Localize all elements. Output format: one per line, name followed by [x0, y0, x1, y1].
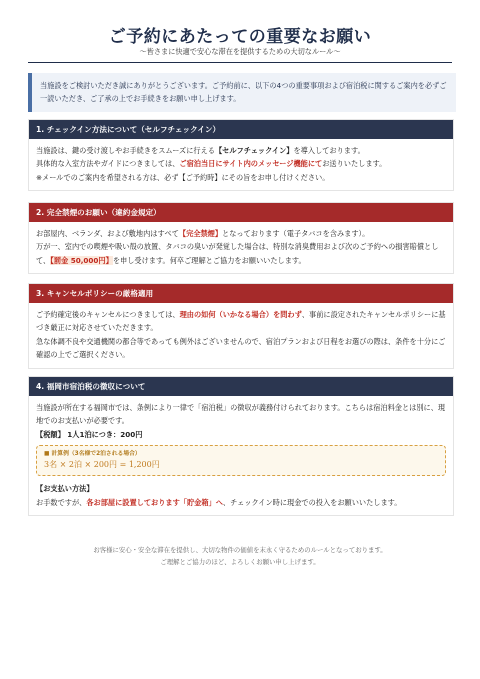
cancel-highlight: 理由の如何（いかなる場合）を問わず	[179, 310, 302, 319]
message-highlight: ご宿泊当日にサイト内のメッセージ機能にて	[179, 159, 323, 169]
page-subtitle: 〜皆さまに快適で安心な滞在を提供するための大切なルール〜	[139, 47, 341, 56]
cancel-text: 、事前に設定されたキャンセルポリシーに基づき厳正に対応させていただきます。	[36, 310, 446, 333]
intro-box	[28, 73, 456, 112]
section-tax-body	[29, 396, 453, 515]
savings-box-highlight: 各お部屋に設置しております「貯金箱」へ	[86, 497, 223, 507]
footer-line-2: ご理解とご協力のほど、よろしくお願い申し上げます。	[160, 558, 320, 566]
checkin-text: お送りいたします。	[322, 159, 387, 169]
checkin-paragraph-1	[36, 144, 446, 157]
tax-calculation-box	[36, 445, 446, 476]
payment-heading: 【お支払い方法】	[36, 484, 94, 494]
payment-text: お手数ですが、	[36, 497, 87, 507]
section-checkin-body	[29, 139, 453, 190]
section-tax-heading: 4. 福岡市宿泊税の徴収について	[29, 377, 453, 396]
smoking-paragraph-1	[36, 227, 446, 240]
section-checkin-heading: 1. チェックイン方法について（セルフチェックイン）	[29, 120, 453, 139]
payment-paragraph	[36, 496, 446, 509]
section-cancel-body	[29, 303, 453, 368]
section-cancel-heading: 3. キャンセルポリシーの厳格適用	[29, 284, 453, 303]
cancel-text: ご予約確定後のキャンセルにつきましては、	[36, 310, 180, 319]
checkin-text: を導入しております。	[293, 146, 365, 155]
page-footer	[0, 544, 480, 568]
self-checkin-emphasis: 【セルフチェックイン】	[214, 146, 294, 155]
cancel-paragraph-1	[36, 308, 446, 335]
footer-line-1: お客様に安心・安全な滞在を提供し、大切な物件の価値を末永く守るためのルールとなっております。	[93, 546, 387, 554]
smoking-text: を申し受けます。何卒ご理解とご協力をお願いいたします。	[112, 255, 306, 265]
intro-text: 当施設をご検討いただき誠にありがとうございます。ご予約前に、以下の4つの重要事項および宿泊税に関するご案内を必ずご一読いただき、ご了承の上でお手続きをお願い申し上げます。	[40, 81, 447, 103]
section-smoking	[28, 202, 454, 274]
calc-example-value: 3名 × 2泊 × 200円 = 1,200円	[44, 460, 160, 470]
smoking-text: お部屋内、ベランダ、および敷地内はすべて	[36, 229, 179, 238]
section-smoking-body	[29, 222, 453, 273]
section-cancel	[28, 283, 454, 369]
payment-text: 、チェックイン時に現金での投入をお願いいたします。	[222, 497, 402, 507]
tax-rate: 【税額】 1人1泊につき：200円	[36, 429, 143, 439]
section-checkin	[28, 119, 454, 191]
title-divider	[28, 62, 452, 63]
checkin-paragraph-3: ※メールでのご案内を希望される方は、必ず【ご予約時】にその旨をお申し付けください。	[36, 172, 330, 182]
checkin-paragraph-2	[36, 157, 446, 170]
checkin-text: 具体的な入室方法やガイドにつきましては、	[36, 159, 180, 169]
section-smoking-heading: 2. 完全禁煙のお願い（違約金規定）	[29, 203, 453, 222]
no-smoking-emphasis: 【完全禁煙】	[178, 229, 223, 238]
penalty-highlight: 【罰金 50,000円】	[50, 255, 113, 265]
smoking-text: 万が一、室内での喫煙や吸い殻の放置、タバコの臭いが発覚した場合は、特別な消臭費用および次のご予約への損害賠償として、	[36, 242, 439, 265]
section-tax	[28, 376, 454, 516]
checkin-text: 当施設は、鍵の受け渡しやお手続きをスムーズに行える	[36, 146, 215, 155]
smoking-paragraph-2	[36, 240, 446, 267]
smoking-text: となっております（電子タバコを含みます）。	[222, 229, 370, 238]
tax-paragraph-1: 当施設が所在する福岡市では、条例により一律で「宿泊税」の徴収が義務付けられております。こちらは宿泊料金とは別に、現地でのお支払いが必要です。	[36, 403, 446, 426]
calc-example-label: ■ 計算例（3名様で2泊される場合）	[44, 451, 141, 458]
page-title: ご予約にあたっての重要なお願い	[108, 27, 372, 47]
cancel-paragraph-2: 急な体調不良や交通機関の都合等であっても例外はございませんので、宿泊プランおよび日程をお選びの際は、条件を十分にご確認の上でご選択ください。	[36, 336, 446, 360]
